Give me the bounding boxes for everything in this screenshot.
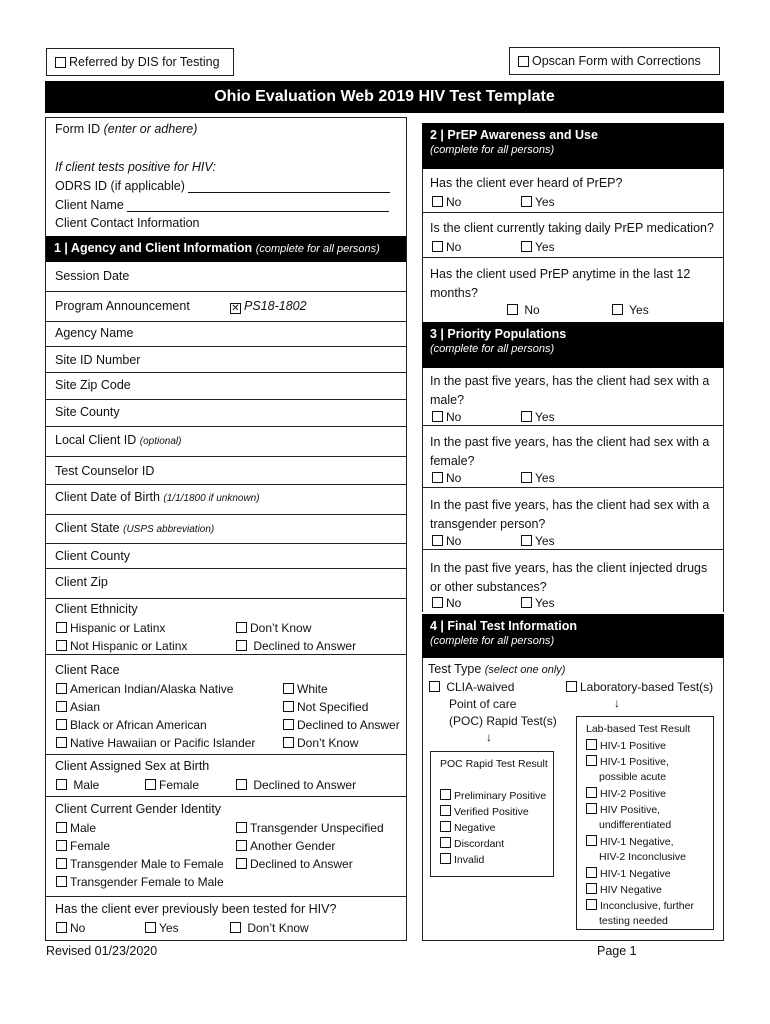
client-contact-label: Client Contact Information xyxy=(55,216,200,230)
race-option[interactable]: White xyxy=(283,682,328,696)
right-column xyxy=(422,117,724,941)
race-label: Client Race xyxy=(55,663,120,677)
lab-option[interactable]: HIV Positive, xyxy=(586,803,660,816)
q-heard-prep: Has the client ever heard of PrEP? xyxy=(430,176,623,190)
race-option[interactable]: Don’t Know xyxy=(283,736,358,750)
lab-title: Lab-based Test Result xyxy=(586,723,691,735)
poc-option[interactable]: Negative xyxy=(440,821,495,834)
arrow-down-icon: ↓ xyxy=(486,730,492,744)
tested-option[interactable]: No xyxy=(56,921,85,935)
gender-option[interactable]: Another Gender xyxy=(236,839,335,853)
lab-option[interactable]: HIV Negative xyxy=(586,883,662,896)
section3-header: 3 | Priority Populations (complete for all persons) xyxy=(422,322,724,368)
arrow-down-icon: ↓ xyxy=(614,696,620,710)
gender-option[interactable]: Transgender Unspecified xyxy=(236,821,384,835)
lab-result-box xyxy=(576,716,714,930)
client-name-field[interactable]: Client Name xyxy=(55,198,389,212)
left-column xyxy=(45,117,407,941)
trans-yes[interactable]: Yes xyxy=(521,534,555,548)
lab-option[interactable]: HIV-1 Positive, xyxy=(586,755,669,768)
referred-dis-label: Referred by DIS for Testing xyxy=(69,55,220,69)
lab-option-cont: possible acute xyxy=(599,771,667,783)
lab-option[interactable]: HIV-1 Negative xyxy=(586,867,671,880)
ethnicity-option[interactable]: Hispanic or Latinx xyxy=(56,621,165,635)
session-date-field[interactable]: Session Date xyxy=(55,269,130,283)
site-zip-field[interactable]: Site Zip Code xyxy=(55,378,131,392)
section4-header: 4 | Final Test Information (complete for all persons) xyxy=(422,614,724,658)
poc-option[interactable]: Invalid xyxy=(440,853,484,866)
q-used-prep: Has the client used PrEP anytime in the last 12 months? xyxy=(430,267,691,300)
q-sex-transgender: In the past five years, has the client had sex with a transgender person? xyxy=(430,498,710,531)
poc-option[interactable]: Discordant xyxy=(440,837,504,850)
site-county-field[interactable]: Site County xyxy=(55,405,120,419)
form-id-label: Form ID (enter or adhere) xyxy=(55,122,198,136)
opscan-box[interactable] xyxy=(509,47,720,75)
race-option[interactable]: Declined to Answer xyxy=(283,718,400,732)
lab-option[interactable]: HIV-2 Positive xyxy=(586,787,666,800)
q-sex-male: In the past five years, has the client had sex with a male? xyxy=(430,374,710,407)
program-announcement-option[interactable]: ✕ PS18-1802 xyxy=(231,299,307,314)
gender-option[interactable]: Transgender Female to Male xyxy=(56,875,224,889)
drugs-no[interactable]: No xyxy=(432,596,461,610)
heard-no[interactable]: No xyxy=(432,195,461,209)
q-sex-female: In the past five years, has the client had sex with a female? xyxy=(430,435,710,468)
ethnicity-option[interactable]: Don’t Know xyxy=(236,621,311,635)
test-type-label: Test Type (select one only) xyxy=(428,662,566,676)
program-announcement-label: Program Announcement xyxy=(55,299,190,313)
gender-option[interactable]: Transgender Male to Female xyxy=(56,857,224,871)
ethnicity-option[interactable]: Declined to Answer xyxy=(236,639,356,653)
race-option[interactable]: American Indian/Alaska Native xyxy=(56,682,233,696)
gender-option[interactable]: Declined to Answer xyxy=(236,857,353,871)
heard-yes[interactable]: Yes xyxy=(521,195,555,209)
taking-no[interactable]: No xyxy=(432,240,461,254)
client-county-field[interactable]: Client County xyxy=(55,549,131,563)
referred-dis-checkbox[interactable] xyxy=(55,57,66,68)
sex-option[interactable]: Male xyxy=(56,778,99,792)
site-id-field[interactable]: Site ID Number xyxy=(55,353,141,367)
race-option[interactable]: Black or African American xyxy=(56,718,207,732)
clia-sub1: Point of care xyxy=(449,697,517,711)
positive-note: If client tests positive for HIV: xyxy=(55,160,216,174)
checked-box-icon: ✕ xyxy=(231,303,240,314)
male-no[interactable]: No xyxy=(432,410,461,424)
local-client-id-field[interactable]: Local Client ID (optional) xyxy=(55,433,182,447)
drugs-yes[interactable]: Yes xyxy=(521,596,555,610)
race-option[interactable]: Not Specified xyxy=(283,700,368,714)
used-no[interactable]: No xyxy=(507,303,540,317)
trans-no[interactable]: No xyxy=(432,534,461,548)
agency-name-field[interactable]: Agency Name xyxy=(55,326,134,340)
referred-dis-box[interactable] xyxy=(46,48,234,76)
sex-label: Client Assigned Sex at Birth xyxy=(55,759,210,773)
revised-date: Revised 01/23/2020 xyxy=(46,944,158,958)
ethnicity-option[interactable]: Not Hispanic or Latinx xyxy=(56,639,187,653)
clia-waived-option[interactable]: CLIA-waived xyxy=(429,680,514,694)
sex-option[interactable]: Female xyxy=(145,778,199,792)
lab-option-cont: HIV-2 Inconclusive xyxy=(599,851,686,863)
page-number: Page 1 xyxy=(597,944,637,958)
page-title xyxy=(45,81,724,113)
lab-option[interactable]: Inconclusive, further xyxy=(586,899,694,912)
section1-header: 1 | Agency and Client Information (complete for all persons) xyxy=(46,236,406,262)
poc-option[interactable]: Preliminary Positive xyxy=(440,789,546,802)
race-option[interactable]: Asian xyxy=(56,700,100,714)
lab-option-cont: undifferentiated xyxy=(599,819,672,831)
gender-option[interactable]: Male xyxy=(56,821,96,835)
male-yes[interactable]: Yes xyxy=(521,410,555,424)
sex-option[interactable]: Declined to Answer xyxy=(236,778,356,792)
lab-option-cont: testing needed xyxy=(599,915,668,927)
page-title-text: Ohio Evaluation Web 2019 HIV Test Template xyxy=(214,88,555,105)
tested-option[interactable]: Don’t Know xyxy=(230,921,309,935)
tested-option[interactable]: Yes xyxy=(145,921,179,935)
gender-label: Client Current Gender Identity xyxy=(55,802,222,816)
tested-label: Has the client ever previously been tested for HIV? xyxy=(55,902,337,916)
q-taking-prep: Is the client currently taking daily PrEP medication? xyxy=(430,221,714,235)
poc-result-box xyxy=(430,751,554,877)
taking-yes[interactable]: Yes xyxy=(521,240,555,254)
poc-option[interactable]: Verified Positive xyxy=(440,805,529,818)
race-option[interactable]: Native Hawaiian or Pacific Islander xyxy=(56,736,255,750)
lab-based-option[interactable]: Laboratory-based Test(s) xyxy=(566,680,713,694)
lab-option[interactable]: HIV-1 Negative, xyxy=(586,835,674,848)
used-yes[interactable]: Yes xyxy=(612,303,649,317)
ethnicity-label: Client Ethnicity xyxy=(55,602,138,616)
odrs-id-field[interactable]: ODRS ID (if applicable) xyxy=(55,179,390,193)
client-zip-field[interactable]: Client Zip xyxy=(55,575,108,589)
client-state-field[interactable]: Client State (USPS abbreviation) xyxy=(55,521,215,535)
test-counselor-field[interactable]: Test Counselor ID xyxy=(55,464,155,478)
lab-option[interactable]: HIV-1 Positive xyxy=(586,739,666,752)
opscan-checkbox[interactable] xyxy=(518,56,529,67)
poc-title: POC Rapid Test Result xyxy=(440,758,548,770)
section2-header: 2 | PrEP Awareness and Use (complete for all persons) xyxy=(422,123,724,169)
female-no[interactable]: No xyxy=(432,471,461,485)
clia-sub2: (POC) Rapid Test(s) xyxy=(449,714,557,728)
gender-option[interactable]: Female xyxy=(56,839,110,853)
opscan-label: Opscan Form with Corrections xyxy=(532,54,701,68)
q-injected-drugs: In the past five years, has the client injected drugs or other substances? xyxy=(430,561,708,594)
female-yes[interactable]: Yes xyxy=(521,471,555,485)
dob-field[interactable]: Client Date of Birth (1/1/1800 if unknown) xyxy=(55,490,260,504)
